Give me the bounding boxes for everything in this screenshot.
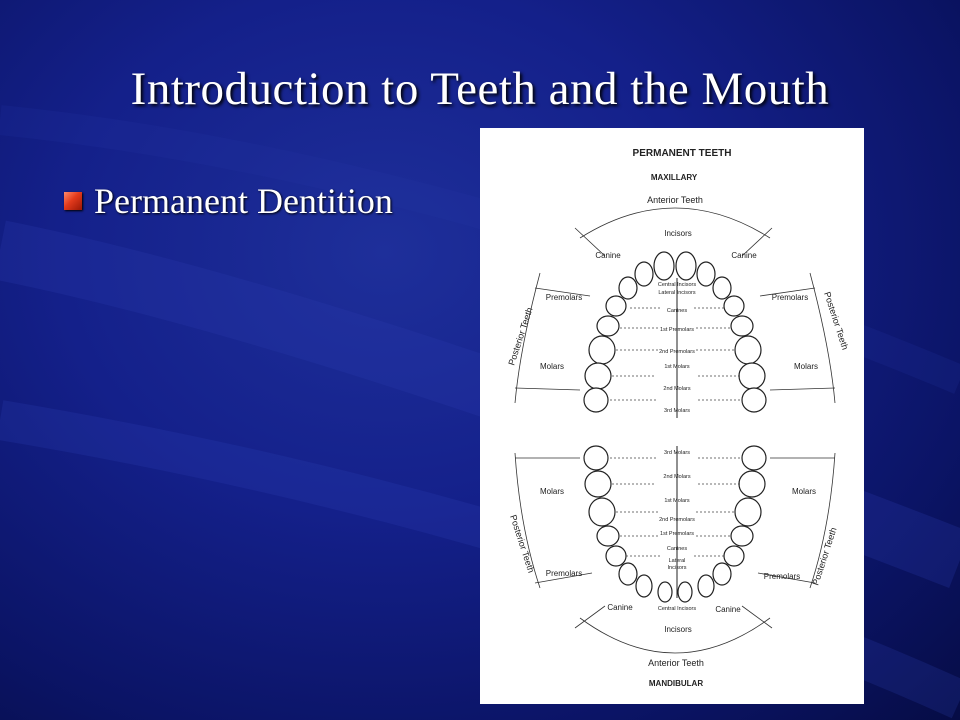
upper-lateral-incisors: Lateral Incisors [658,290,696,296]
lower-2nd-premolars: 2nd Premolars [659,517,695,523]
lower-lateral: Lateral [668,558,686,564]
lower-canines: Canines [666,546,688,552]
upper-canines: Canines [666,308,688,314]
lower-premolars-left-label: Premolars [545,569,583,578]
upper-premolars-left-label: Premolars [545,293,583,302]
lower-posterior-left-label: Posterior Teeth [508,513,537,575]
lower-molars-left-label: Molars [539,487,565,496]
bullet-text: Permanent Dentition [94,181,393,221]
lower-molars-right-label: Molars [791,487,817,496]
upper-2nd-premolars: 2nd Premolars [659,349,695,355]
lower-teeth [584,446,766,602]
maxillary-label: MAXILLARY [650,173,698,182]
upper-premolars-right-label: Premolars [771,293,809,302]
lower-arch-brackets [515,453,835,653]
upper-1st-premolars: 1st Premolars [660,327,694,333]
lower-canine-right-label: Canine [715,605,741,614]
mandibular-label: MANDIBULAR [648,679,704,688]
slide-title: Introduction to Teeth and the Mouth [130,63,830,115]
bullet-item [64,180,393,222]
lower-1st-premolars: 1st Premolars [660,531,694,537]
lower-1st-molars: 1st Molars [664,498,690,504]
upper-posterior-right-label: Posterior Teeth [822,290,851,352]
upper-molars-left-label: Molars [539,362,565,371]
lower-incisors-label: Incisors [664,625,692,634]
lower-incisors-center: Incisors [667,565,687,571]
upper-canine-left-label: Canine [595,251,621,260]
upper-1st-molars: 1st Molars [664,364,690,370]
lower-2nd-molars: 2nd Molars [663,474,691,480]
upper-posterior-left-label: Posterior Teeth [506,306,535,367]
lower-leader-lines [610,458,742,556]
lower-canine-left-label: Canine [607,603,633,612]
upper-central-incisors: Central Incisors [657,282,697,288]
bullet-icon [64,192,82,210]
dentition-diagram [480,128,864,704]
lower-posterior-right-label: Posterior Teeth [810,526,839,587]
lower-central-incisors: Central Incisors [657,606,697,612]
upper-anterior-label: Anterior Teeth [647,195,703,205]
upper-3rd-molars: 3rd Molars [664,408,690,414]
upper-incisors-label: Incisors [664,229,692,238]
diagram-heading: PERMANENT TEETH [632,148,732,159]
upper-molars-right-label: Molars [793,362,819,371]
upper-canine-right-label: Canine [731,251,757,260]
upper-2nd-molars: 2nd Molars [663,386,691,392]
lower-anterior-label: Anterior Teeth [648,658,704,668]
lower-premolars-right-label: Premolars [763,572,801,581]
lower-3rd-molars: 3rd Molars [664,450,690,456]
